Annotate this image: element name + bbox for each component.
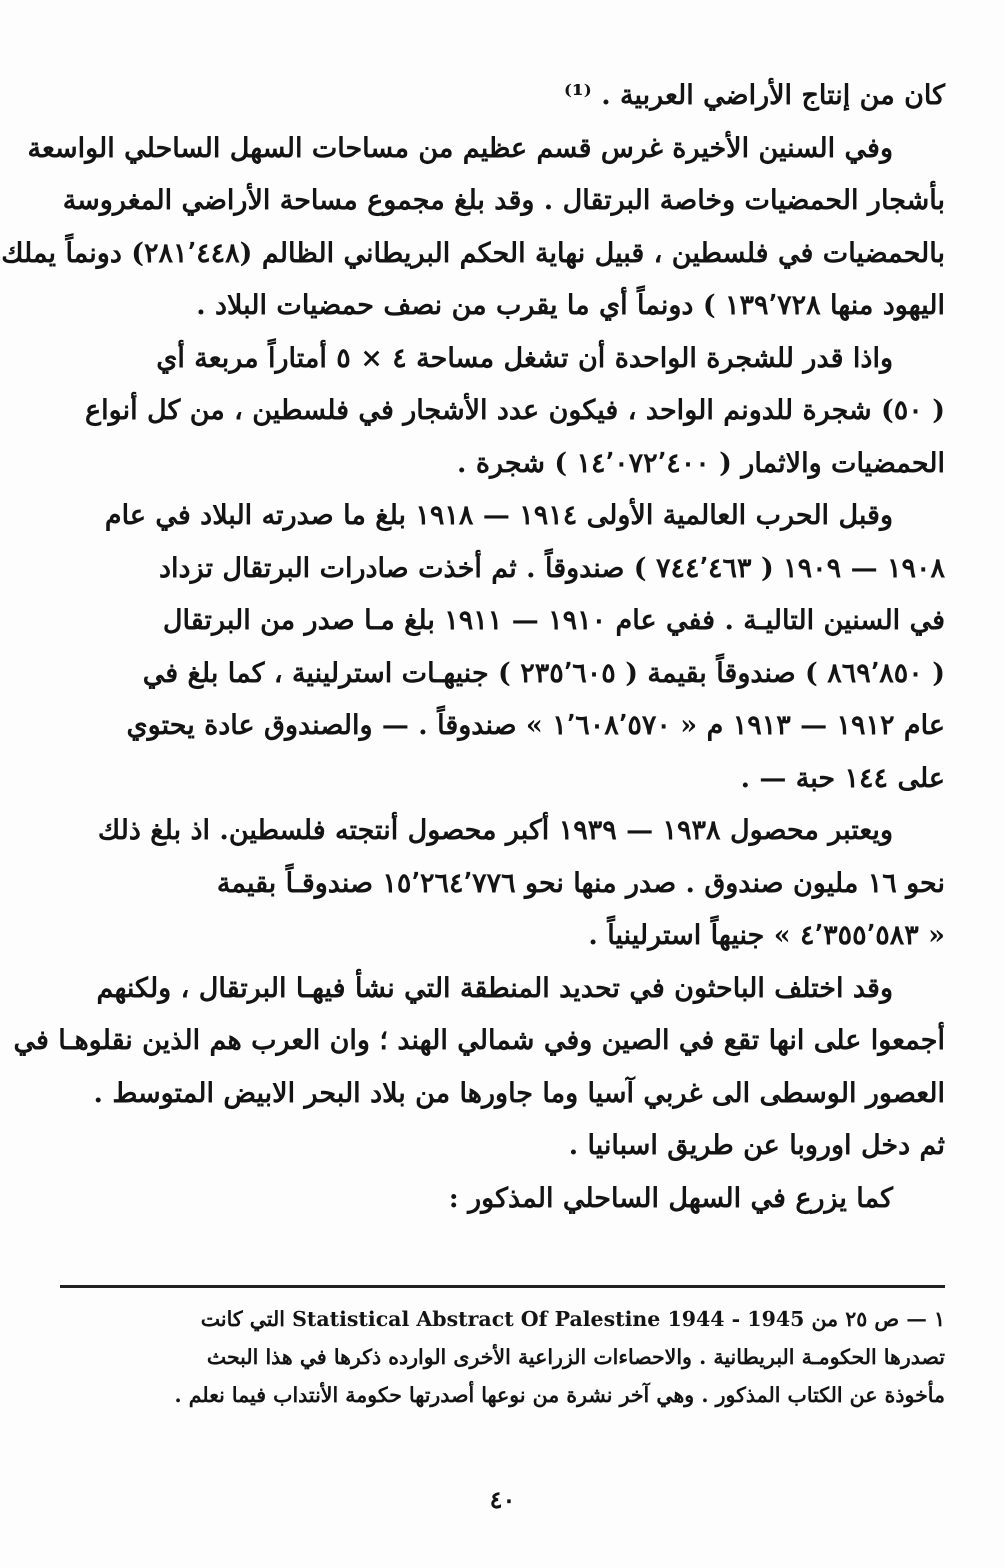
footnote-prefix: ١ — ص ٢٥ من [811,1307,945,1331]
text-line: واذا قدر للشجرة الواحدة أن تشغل مساحة ٤ × ٥ أمتاراً مربعة أي [156,342,893,374]
text-line: كان من إنتاج الأراضي العربية . ⁽¹⁾ [563,80,945,111]
footnote [60,1300,945,1414]
text-line: ويعتبر محصول ١٩٣٨ — ١٩٣٩ أكبر محصول أنتجته فلسطين. اذ بلغ ذلك [97,815,893,846]
paragraph-4 [52,490,945,805]
text-line: بالحمضيات في فلسطين ، قبيل نهاية الحكم البريطاني الظالم (٢٨١٬٤٤٨) دونماً يملك [1,237,945,269]
page-number: ٤٠ [489,1485,516,1514]
text-line: اليهود منها ١٣٩٬٧٢٨ ) دونماً أي ما يقرب من نصف حمضيات البلاد . [196,290,945,321]
paragraph-3 [52,333,945,491]
footnote-source-title: Statistical Abstract Of Palestine 1944 - 1945 [292,1307,805,1331]
text-line: أجمعوا على انها تقع في الصين وفي شمالي الهند ؛ وان العرب هم الذين نقلوهـا في [13,1025,945,1056]
text-line: نحو ١٦ مليون صندوق . صدر منها نحو ١٥٬٢٦٤٬٧٧٦ صندوقـاً بقيمة [216,867,945,899]
footnote-line: مأخوذة عن الكتاب المذكور . وهي آخر نشرة من نوعها أصدرتها حكومة الأنتداب فيما نعلم . [174,1383,945,1407]
text-line: « ٤٬٣٥٥٬٥٨٣ » جنيهاً استرلينياً . [588,920,945,951]
main-text [1,70,945,1225]
text-line: العصور الوسطى الى غربي آسيا وما جاورها من بلاد البحر الابيض المتوسط . [93,1077,945,1109]
footnote-suffix: التي كانت [200,1307,285,1331]
text-line: وقد اختلف الباحثون في تحديد المنطقة التي نشأ فيهـا البرتقال ، ولكنهم [96,972,893,1004]
paragraph-2 [1,123,945,333]
text-line: وفي السنين الأخيرة غرس قسم عظيم من مساحات السهل الساحلي الواسعة [27,132,893,164]
text-line: على ١٤٤ حبة — . [740,762,945,794]
text-line: عام ١٩١٢ — ١٩١٣ م « ١٬٦٠٨٬٥٧٠ » صندوقاً . — والصندوق عادة يحتوي [126,710,945,741]
paragraph-5 [52,805,945,963]
text-line: ثم دخل اوروبا عن طريق اسبانيا . [568,1130,945,1161]
text-line: الحمضيات والاثمار ( ١٤٬٠٧٢٬٤٠٠ ) شجرة . [457,447,945,479]
text-line: كما يزرع في السهل الساحلي المذكور : [448,1182,893,1214]
text-line: ١٩٠٨ — ١٩٠٩ ( ٧٤٤٬٤٦٣ ) صندوقاً . ثم أخذت صادرات البرتقال تزداد [159,552,945,584]
footnote-line: تصدرها الحكومـة البريطانية . والاحصاءات الزراعية الأخرى الوارده ذكرها في هذا البحث [206,1345,945,1369]
footnote-divider [60,1285,945,1288]
text-line: في السنين التاليـة . ففي عام ١٩١٠ — ١٩١١ بلغ مـا صدر من البرتقال [162,605,945,636]
text-line: ( ٨٦٩٬٨٥٠ ) صندوقاً بقيمة ( ٢٣٥٬٦٠٥ ) جنيهـات استرلينية ، كما بلغ في [142,657,945,689]
paragraph-6 [13,963,945,1226]
paragraph-1 [52,70,945,123]
footnote-first-line [60,1300,945,1338]
text-line: بأشجار الحمضيات وخاصة البرتقال . وقد بلغ مجموع مساحة الأراضي المغروسة [62,185,945,216]
text-line: ( ٥٠) شجرة للدونم الواحد ، فيكون عدد الأشجار في فلسطين ، من كل أنواع [85,395,945,426]
text-line: وقبل الحرب العالمية الأولى ١٩١٤ — ١٩١٨ بلغ ما صدرته البلاد في عام [104,500,893,531]
